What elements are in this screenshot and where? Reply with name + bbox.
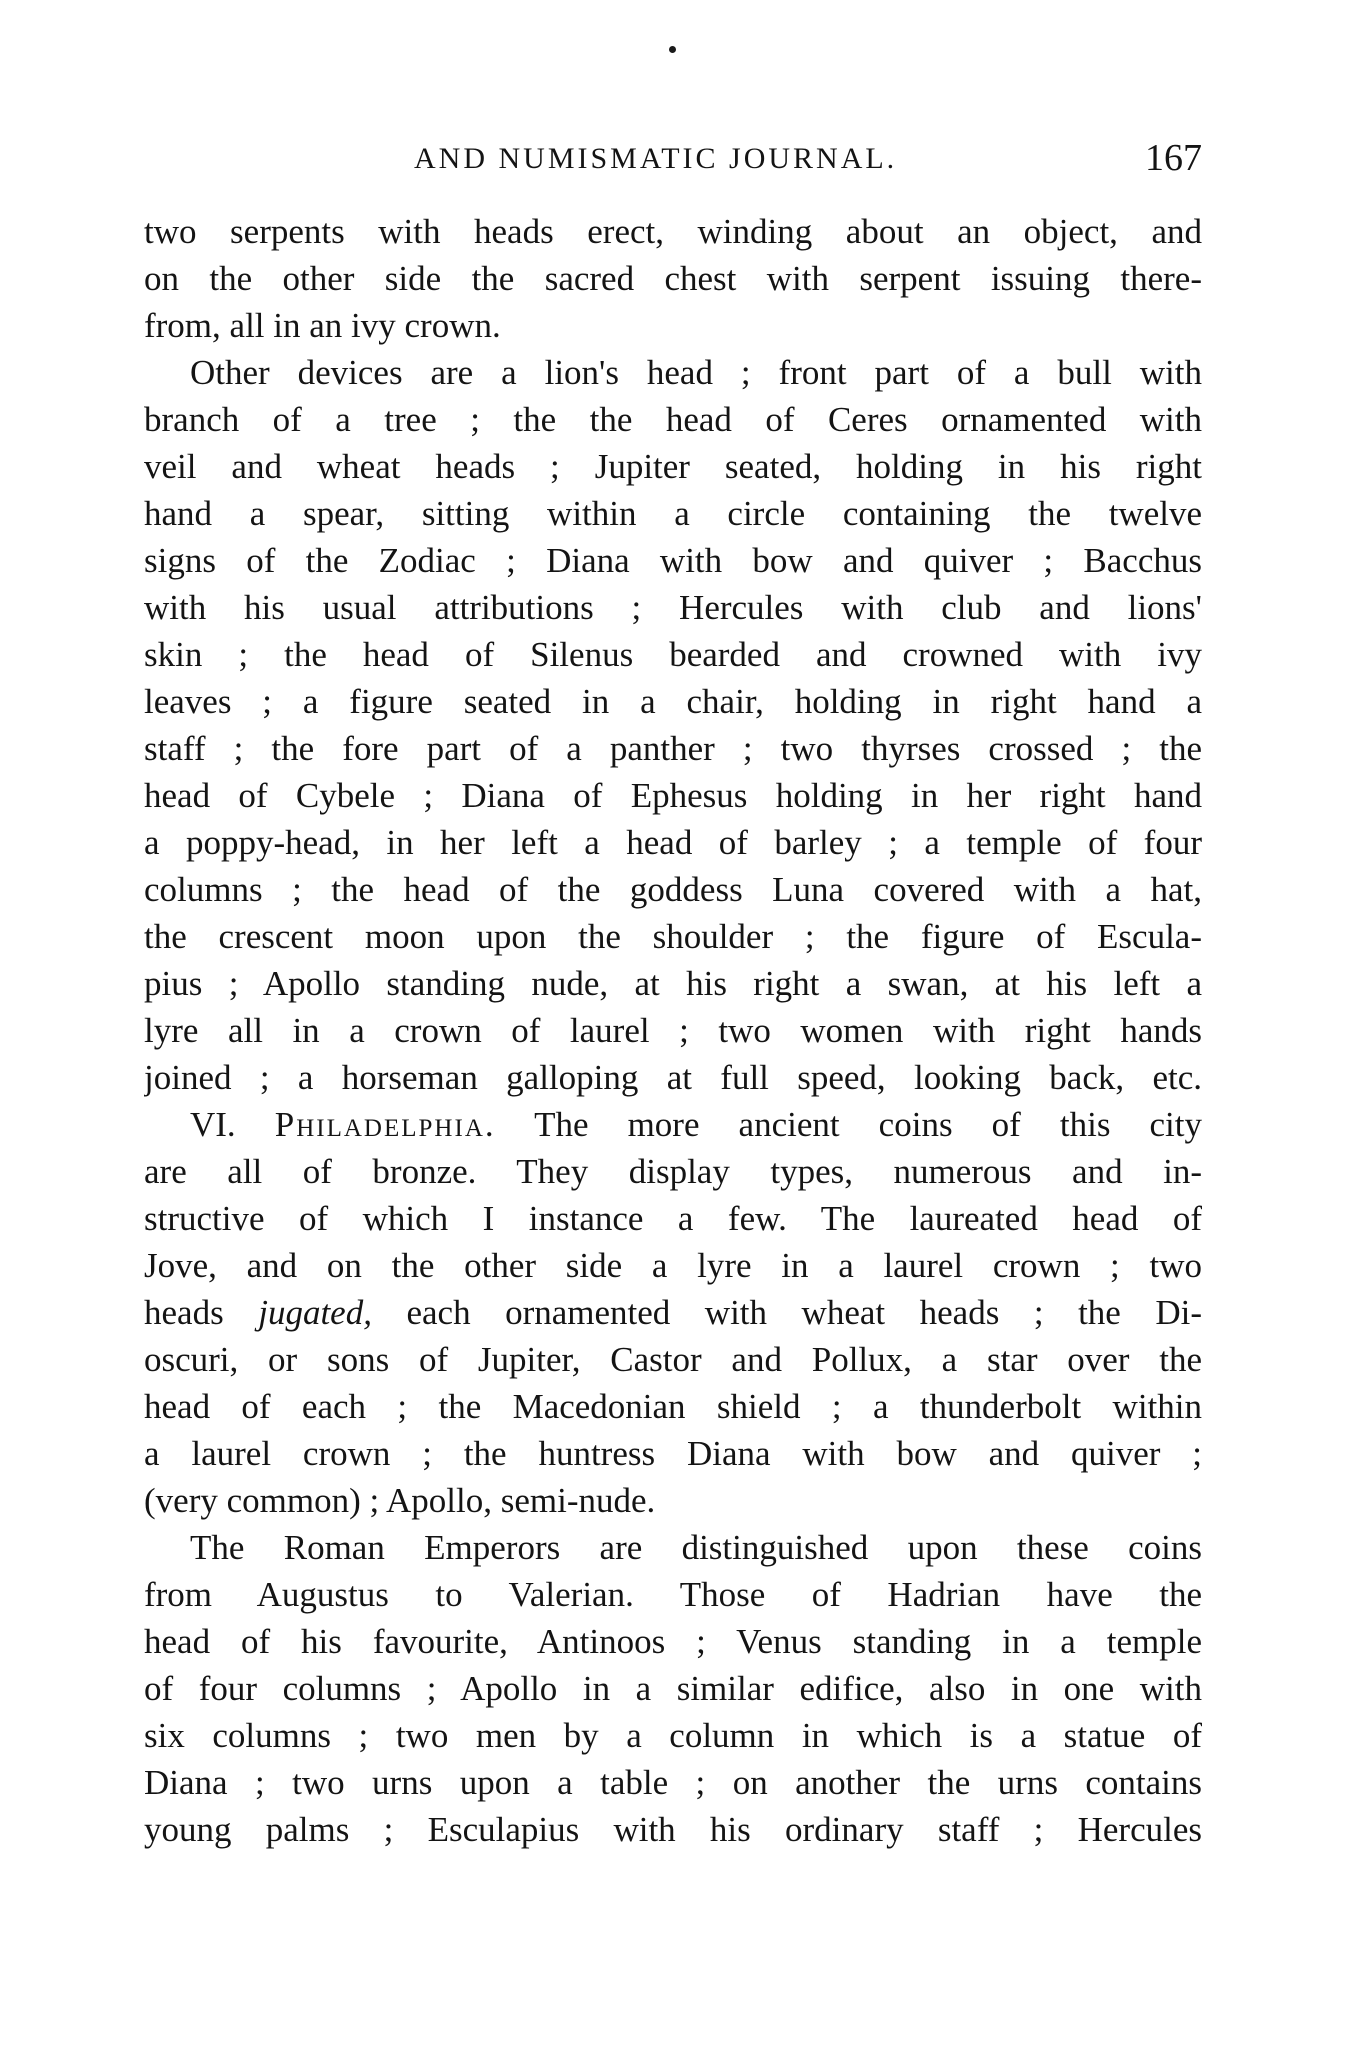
italic-term: jugated,	[258, 1293, 372, 1332]
text-line: The Roman Emperors are distinguished upon these coins	[190, 1528, 1202, 1567]
text-line: pius ; Apollo standing nude, at his right a swan, at his left a	[144, 964, 1202, 1003]
section-opening-line	[144, 1101, 1202, 1148]
text-line: a poppy-head, in her left a head of barley ; a temple of four	[144, 823, 1202, 862]
text-line: head of Cybele ; Diana of Ephesus holding in her right hand	[144, 776, 1202, 815]
paragraph-1	[144, 208, 1202, 349]
text-line: with his usual attributions ; Hercules with club and lions'	[144, 588, 1202, 627]
text-line: lyre all in a crown of laurel ; two women with right hands	[144, 1011, 1202, 1050]
text-line: on the other side the sacred chest with serpent issuing there-	[144, 259, 1202, 298]
paragraph-2	[144, 349, 1202, 1101]
text-line: hand a spear, sitting within a circle containing the twelve	[144, 494, 1202, 533]
text-line: the crescent moon upon the shoulder ; the figure of Escula-	[144, 917, 1202, 956]
text-line: head of each ; the Macedonian shield ; a thunderbolt within	[144, 1387, 1202, 1426]
text-line: staff ; the fore part of a panther ; two thyrses crossed ; the	[144, 729, 1202, 768]
text-line: leaves ; a figure seated in a chair, holding in right hand a	[144, 682, 1202, 721]
text-fragment: The more ancient coins of this city	[534, 1105, 1202, 1144]
page-number: 167	[1145, 137, 1202, 179]
text-line: two serpents with heads erect, winding about an object, and	[144, 212, 1202, 251]
text-fragment: each ornamented with wheat heads ; the Di-	[406, 1293, 1202, 1332]
text-line: from, all in an ivy crown.	[144, 306, 501, 345]
paragraph-3	[144, 1101, 1202, 1524]
text-line: structive of which I instance a few. The laureated head of	[144, 1199, 1202, 1238]
text-line: joined ; a horseman galloping at full speed, looking back, etc.	[144, 1058, 1202, 1097]
text-line: Other devices are a lion's head ; front part of a bull with	[190, 353, 1202, 392]
text-line-with-italic	[144, 1289, 1202, 1336]
text-line: (very common) ; Apollo, semi-nude.	[144, 1481, 656, 1520]
running-head	[144, 136, 1202, 192]
text-line: Diana ; two urns upon a table ; on another the urns contains	[144, 1763, 1202, 1802]
text-line: veil and wheat heads ; Jupiter seated, holding in his right	[144, 447, 1202, 486]
text-line: skin ; the head of Silenus bearded and crowned with ivy	[144, 635, 1202, 674]
text-line: young palms ; Esculapius with his ordinary staff ; Hercules	[144, 1810, 1202, 1849]
text-line: a laurel crown ; the huntress Diana with bow and quiver ;	[144, 1434, 1202, 1473]
text-line: are all of bronze. They display types, numerous and in-	[144, 1152, 1202, 1191]
section-numeral: VI.	[190, 1105, 236, 1144]
text-line: of four columns ; Apollo in a similar edifice, also in one with	[144, 1669, 1202, 1708]
text-line: Jove, and on the other side a lyre in a laurel crown ; two	[144, 1246, 1202, 1285]
text-line: signs of the Zodiac ; Diana with bow and quiver ; Bacchus	[144, 541, 1202, 580]
body-text	[144, 208, 1202, 1853]
text-fragment: heads	[144, 1293, 224, 1332]
text-line: oscuri, or sons of Jupiter, Castor and Pollux, a star over the	[144, 1340, 1202, 1379]
text-line: from Augustus to Valerian. Those of Hadrian have the	[144, 1575, 1202, 1614]
printer-mark	[669, 46, 676, 53]
journal-title: AND NUMISMATIC JOURNAL.	[414, 142, 898, 175]
text-line: six columns ; two men by a column in which is a statue of	[144, 1716, 1202, 1755]
section-place-name: Philadelphia.	[274, 1105, 496, 1144]
text-line: columns ; the head of the goddess Luna covered with a hat,	[144, 870, 1202, 909]
paragraph-4	[144, 1524, 1202, 1853]
text-line: branch of a tree ; the the head of Ceres ornamented with	[144, 400, 1202, 439]
text-line: head of his favourite, Antinoos ; Venus standing in a temple	[144, 1622, 1202, 1661]
